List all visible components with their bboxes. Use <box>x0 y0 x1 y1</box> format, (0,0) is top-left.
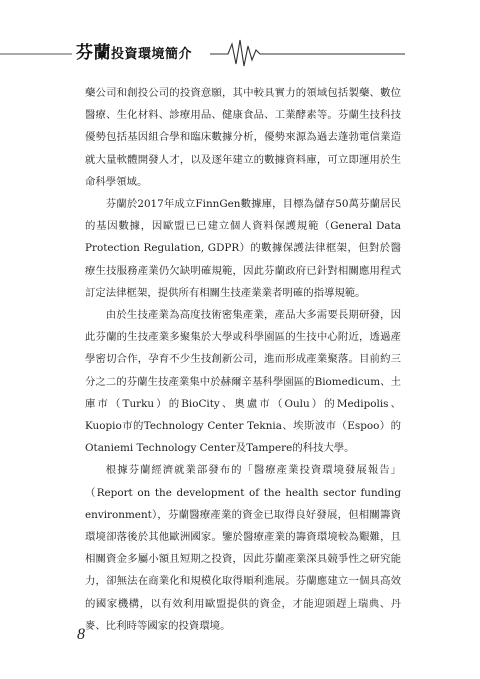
heartbeat-line-icon <box>0 32 480 72</box>
header-title <box>76 38 192 63</box>
paragraph: 由於生技產業為高度技術密集產業，產品大多需要長期研發，因此芬蘭的生技產業多聚集於大學或科學園區的生技中心附近，透過產學密切合作，孕育不少生技創新公司，進而形成產業聚落。目前約三分之二的芬蘭生技產業集中於赫爾辛基科學園區的Biomedicum、土庫市（Turku）的BioCity、奧盧市（Oulu）的Medipolis、Kuopio市的Technology Center Teknia、埃斯波市（Espoo）的Otaniemi Technology Center及Tampere的科技大學。 <box>85 309 401 455</box>
paragraph: 根據芬蘭經濟就業部發布的「醫療產業投資環境發展報告」（Report on the development of the health sector funding environment），芬蘭醫療產業的資金已取得良好發展，但相關籌資環境卻落後於其他歐洲國家。鑒於醫療產業的籌資環境較為艱難，且相關資金多屬小額且短期之投資，因此芬蘭產業深具競爭性之研究能力，卻無法在商業化和規模化取得順利進展。芬蘭應建立一個具高效的國家機構，以有效利用歐盟提供的資金，才能迎頭趕上瑞典、丹麥、比利時等國家的投資環境。 <box>85 464 401 632</box>
paragraph: 芬蘭於2017年成立FinnGen數據庫，目標為儲存50萬芬蘭居民的基因數據，因歐盟已已建立個人資料保護規範（General Data Protection Regulation, GDPR）的數據保護法律框架，但對於醫療生技服務產業仍欠缺明確規範，因此芬蘭政府已針對相關應用程式訂定法律框架，提供所有相關生技產業業者明確的指導規範。 <box>85 198 401 299</box>
page-number: 8 <box>77 626 85 643</box>
paragraph: 藥公司和創投公司的投資意願，其中較具實力的領域包括製藥、數位醫療、生化材料、診療用品、健康食品、工業酵素等。芬蘭生技科技優勢包括基因組合學和臨床數據分析，優勢來源為過去蓬勃電信業造就大量軟體開發人才，以及逐年建立的數據資料庫，可立即運用於生命科學領域。 <box>85 87 401 188</box>
running-header <box>0 32 480 72</box>
header-title-rest: 投資環境簡介 <box>111 47 193 62</box>
header-title-lead: 芬蘭 <box>76 43 111 63</box>
body-text <box>85 82 401 637</box>
